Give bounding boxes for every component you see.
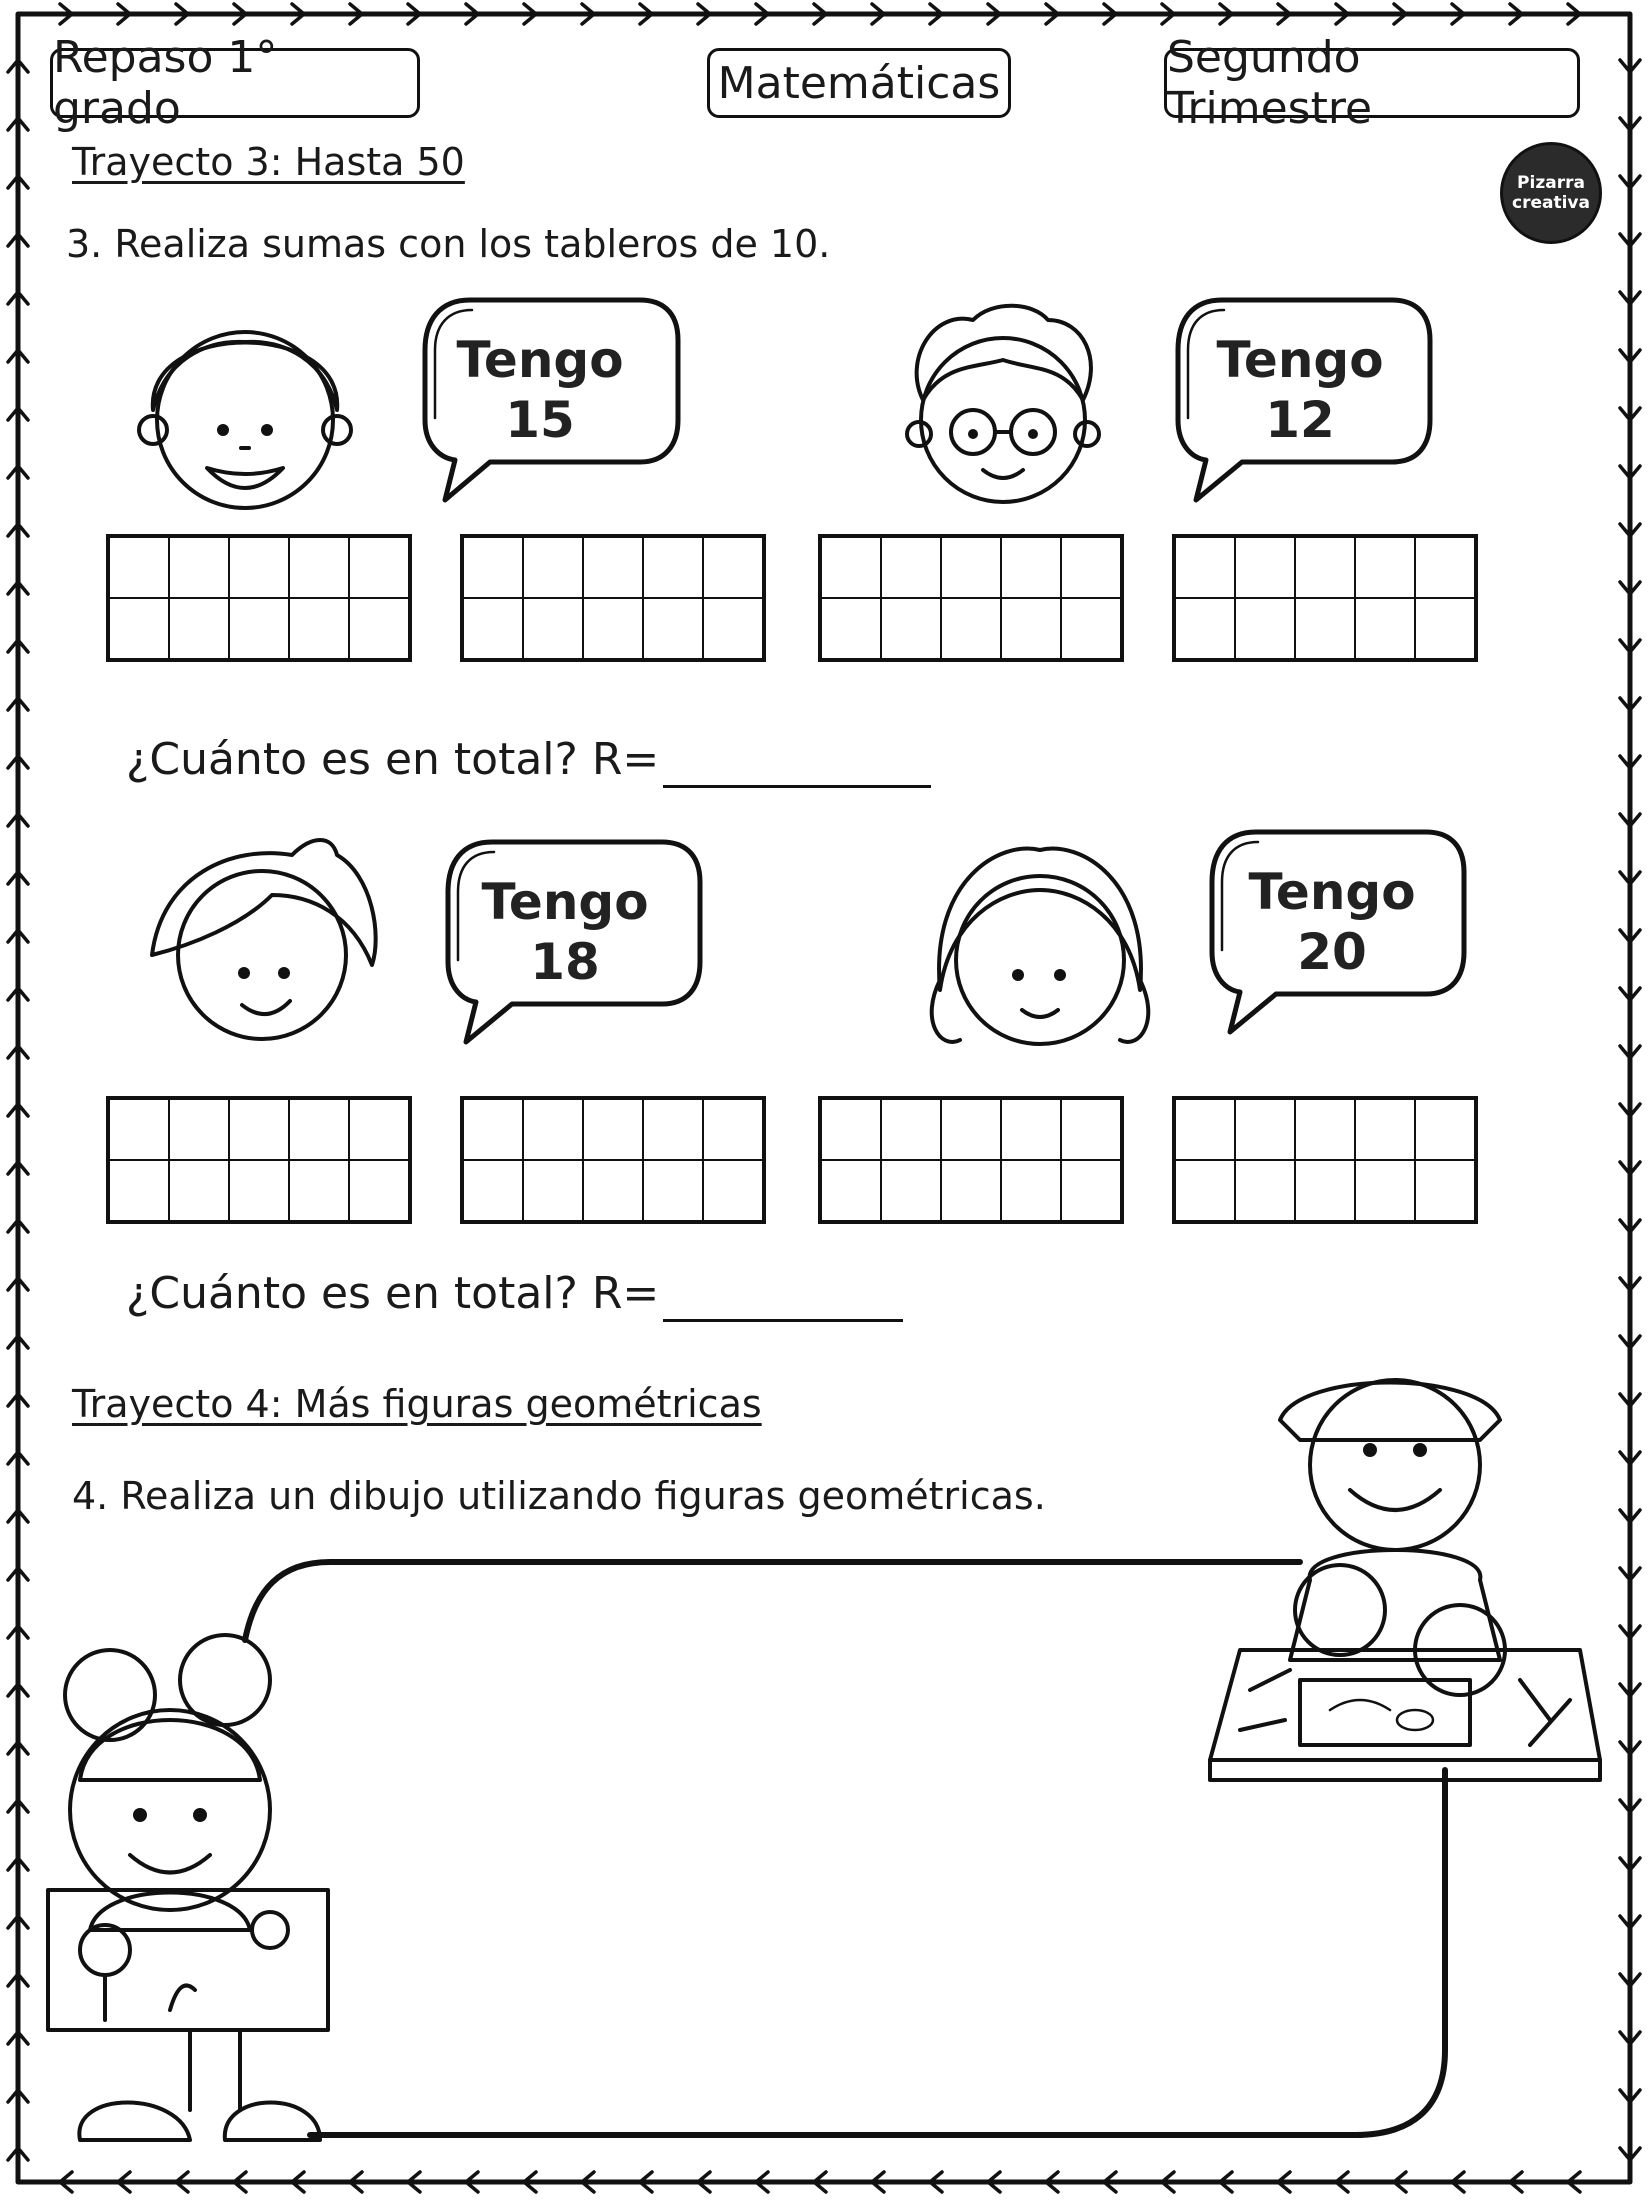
section-4-title: Trayecto 4: Más figuras geométricas xyxy=(72,1382,762,1426)
bubble-2-number: 12 xyxy=(1265,391,1335,449)
answer-blank-2[interactable] xyxy=(663,1268,903,1322)
boy-face-icon xyxy=(139,332,351,508)
section-4-instruction: 4. Realiza un dibujo utilizando figuras geométricas. xyxy=(72,1474,1046,1518)
bubble-1-number: 15 xyxy=(505,391,575,449)
logo-line-1: Pizarra xyxy=(1517,173,1585,193)
section-3-instruction: 3. Realiza sumas con los tableros de 10. xyxy=(66,222,831,266)
header-grade-label: Repaso 1° grado xyxy=(53,32,278,134)
total-question-1 xyxy=(126,734,931,788)
bubble-4-text xyxy=(1232,862,1432,982)
ten-frame[interactable] xyxy=(106,1096,412,1224)
bubble-4-number: 20 xyxy=(1297,923,1367,981)
bubble-2-say: Tengo xyxy=(1216,331,1384,389)
drawing-area[interactable] xyxy=(330,1570,1430,2130)
header-subject-label: Matemáticas xyxy=(717,57,1001,109)
bubble-1-say: Tengo xyxy=(456,331,624,389)
bubble-2-text xyxy=(1200,330,1400,450)
boy-with-glasses-icon xyxy=(907,306,1099,502)
header-trimester-label: Segundo Trimestre xyxy=(1167,32,1373,134)
ten-frame[interactable] xyxy=(818,534,1124,662)
bubble-4-say: Tengo xyxy=(1248,863,1416,921)
bubble-1-text xyxy=(440,330,640,450)
bubble-3-number: 18 xyxy=(530,933,600,991)
bubble-3-say: Tengo xyxy=(481,873,649,931)
boy-face-icon-2 xyxy=(152,840,376,1039)
ten-frame[interactable] xyxy=(460,1096,766,1224)
total-question-1-text: ¿Cuánto es en total? R= xyxy=(126,734,660,785)
bubble-3-text xyxy=(465,872,665,992)
total-question-2 xyxy=(126,1268,903,1322)
girl-holding-picture-icon xyxy=(48,1635,328,2140)
answer-blank-1[interactable] xyxy=(663,734,931,788)
logo-line-2: creativa xyxy=(1512,193,1590,213)
ten-frame[interactable] xyxy=(1172,534,1478,662)
ten-frame[interactable] xyxy=(1172,1096,1478,1224)
total-question-2-text: ¿Cuánto es en total? R= xyxy=(126,1268,660,1319)
ten-frame[interactable] xyxy=(460,534,766,662)
section-3-title: Trayecto 3: Hasta 50 xyxy=(72,140,465,184)
ten-frame[interactable] xyxy=(818,1096,1124,1224)
girl-face-icon xyxy=(932,849,1149,1044)
ten-frame[interactable] xyxy=(106,534,412,662)
